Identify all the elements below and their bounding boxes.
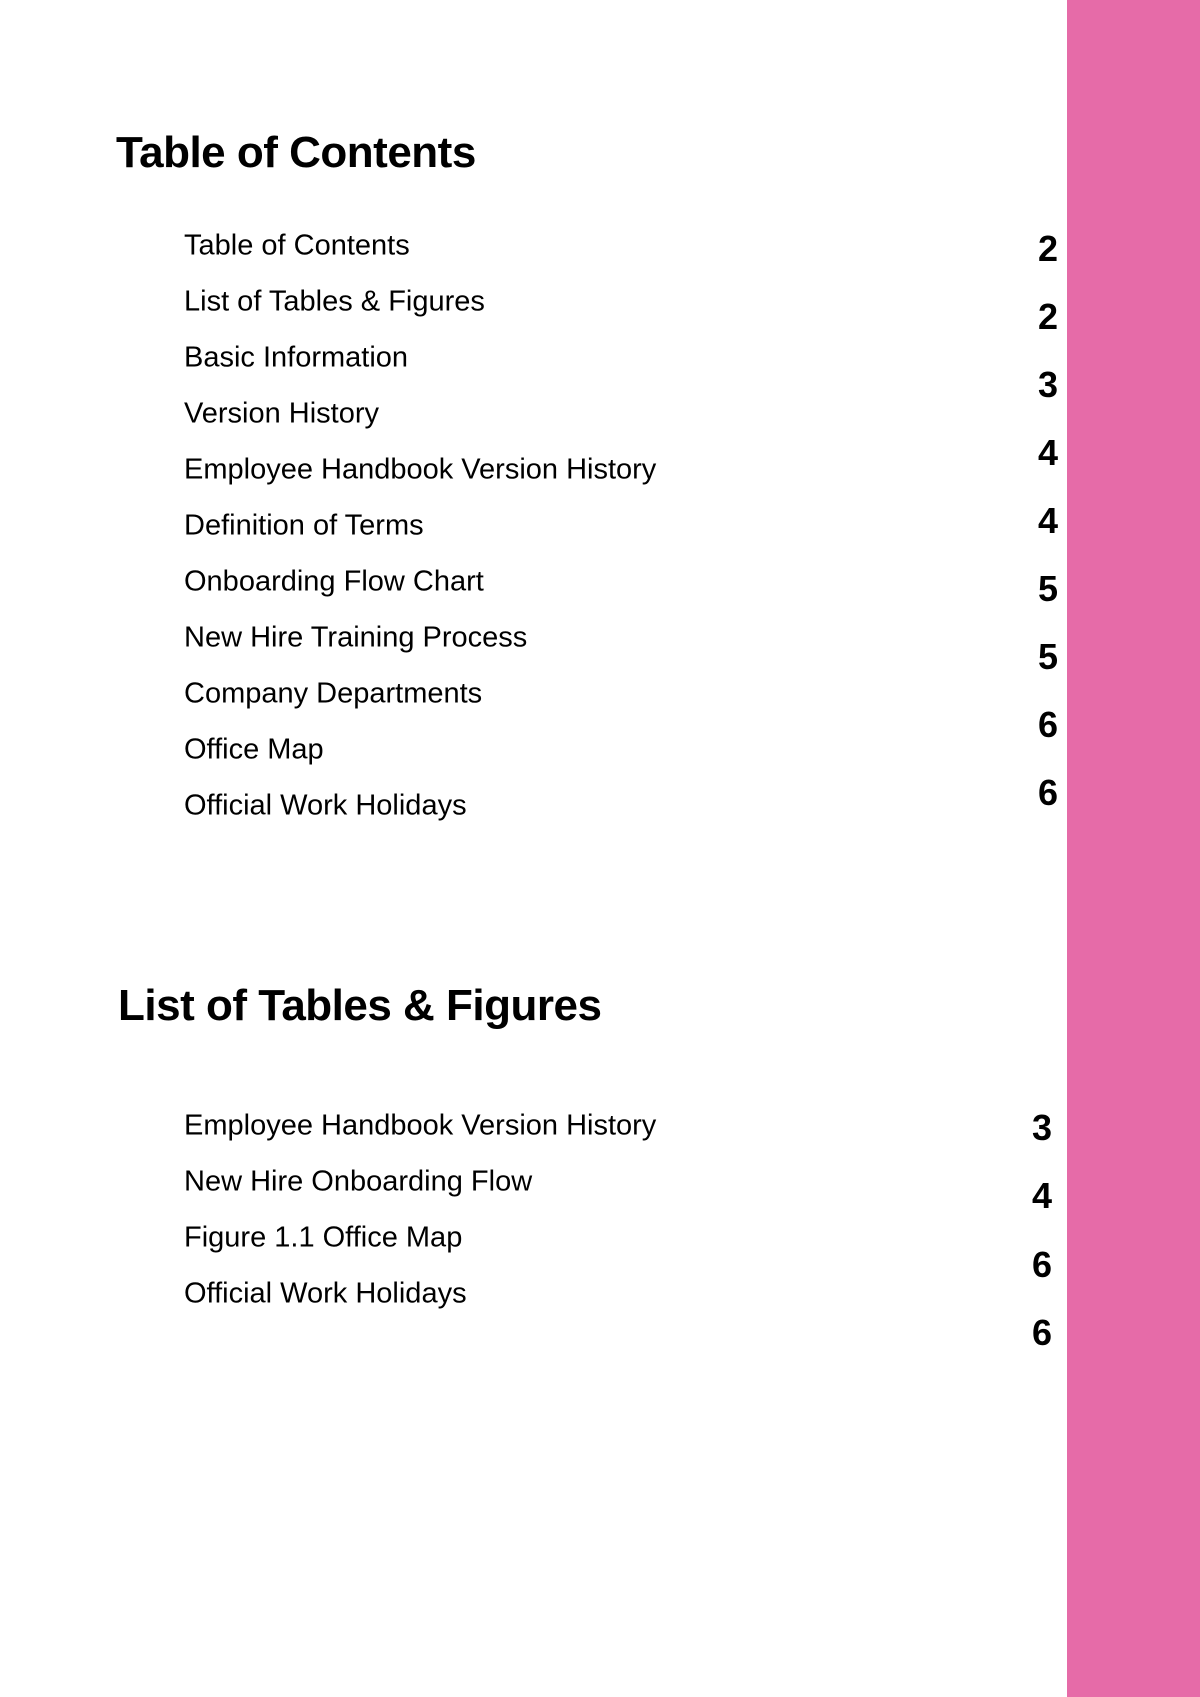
toc-entry-label[interactable]: Table of Contents bbox=[184, 229, 410, 262]
toc-entry-page-number: 6 bbox=[1031, 1243, 1052, 1285]
toc-entry-page-number: 6 bbox=[1037, 772, 1058, 813]
toc-entry-label[interactable]: Office Map bbox=[184, 733, 324, 766]
toc-entry-page-number: 4 bbox=[1037, 500, 1058, 541]
toc-entry-label[interactable]: List of Tables & Figures bbox=[184, 285, 485, 318]
toc-entry-label[interactable]: Version History bbox=[184, 397, 380, 430]
toc-entry-page-number: 5 bbox=[1037, 568, 1058, 609]
toc-entry-page-number: 4 bbox=[1031, 1175, 1052, 1217]
toc-entry-label[interactable]: Definition of Terms bbox=[184, 509, 424, 542]
toc-entry-page-number: 4 bbox=[1037, 432, 1058, 473]
toc-entry-page-number: 3 bbox=[1031, 1107, 1052, 1148]
toc-entry-label[interactable]: Employee Handbook Version History bbox=[184, 1109, 657, 1142]
toc-entry-label[interactable]: Official Work Holidays bbox=[184, 1277, 467, 1310]
toc-entry-label[interactable]: Basic Information bbox=[184, 341, 409, 374]
toc-entry-label[interactable]: Employee Handbook Version History bbox=[184, 453, 657, 486]
pink-side-bar bbox=[1067, 0, 1200, 1697]
toc-entry-page-number: 2 bbox=[1037, 296, 1058, 337]
toc-entry-label[interactable]: Official Work Holidays bbox=[184, 789, 467, 822]
toc-entry-label[interactable]: New Hire Onboarding Flow bbox=[184, 1165, 533, 1198]
figures-heading: List of Tables & Figures bbox=[118, 981, 602, 1030]
toc-heading: Table of Contents bbox=[116, 128, 476, 177]
toc-entry-label[interactable]: Company Departments bbox=[184, 677, 483, 710]
toc-entry-page-number: 6 bbox=[1031, 1311, 1052, 1353]
toc-entry-page-number: 6 bbox=[1037, 704, 1058, 745]
toc-entry-page-number: 5 bbox=[1037, 636, 1058, 677]
toc-entry-page-number: 3 bbox=[1037, 364, 1058, 405]
toc-entry-label[interactable]: Figure 1.1 Office Map bbox=[184, 1221, 463, 1254]
toc-entry-label[interactable]: New Hire Training Process bbox=[184, 621, 528, 654]
toc-entry-label[interactable]: Onboarding Flow Chart bbox=[184, 565, 484, 598]
toc-entry-page-number: 2 bbox=[1037, 228, 1058, 269]
